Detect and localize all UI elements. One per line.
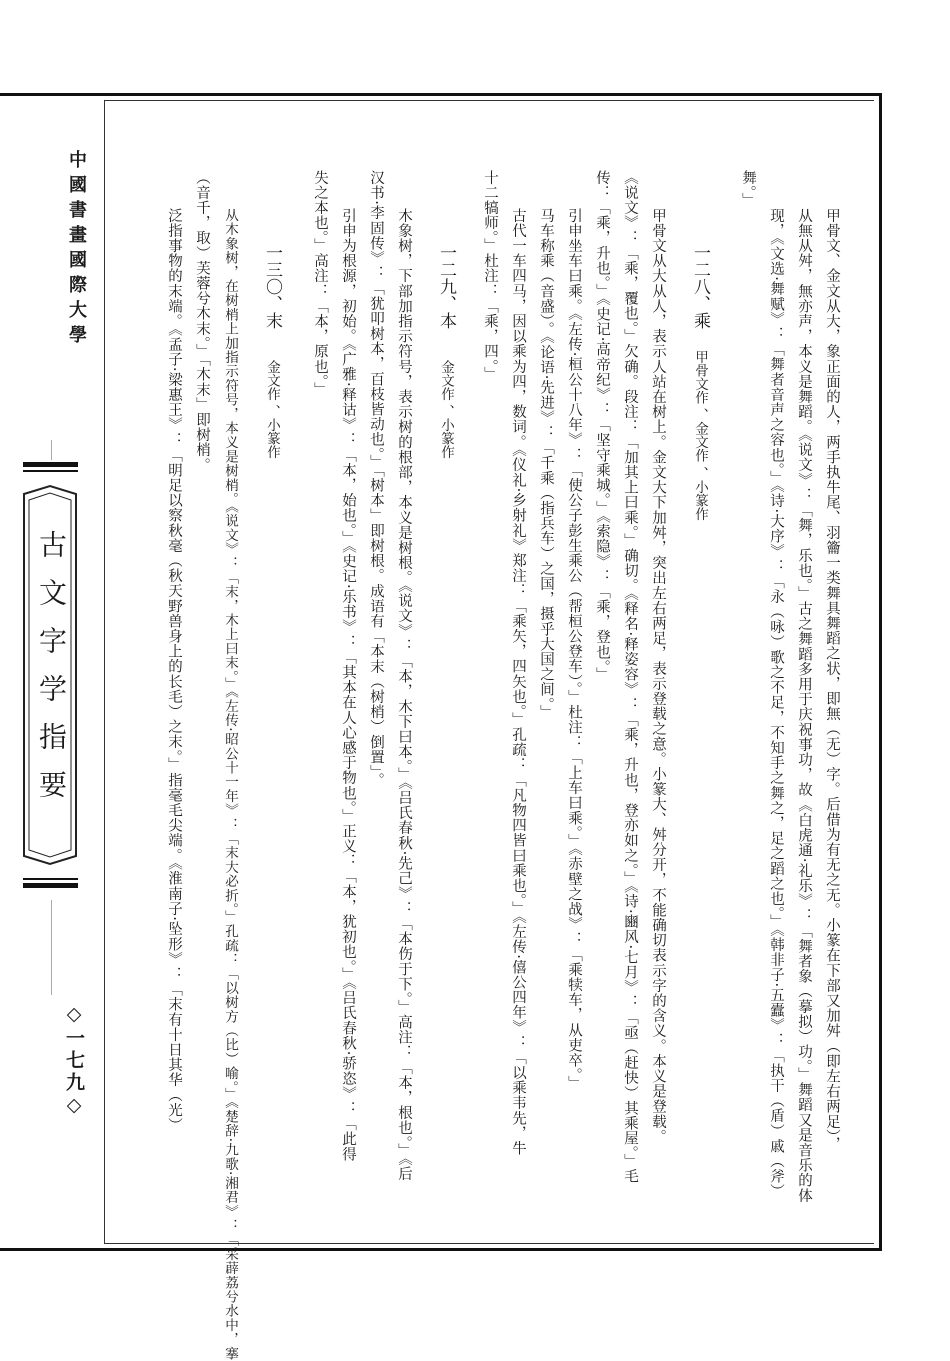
text-column: 引申为根源，初始。《广雅·释诂》：「本，始也。」《史记·乐书》：「其本在人心感于物也。」正义：「本，犹初也。」《吕氏春秋·骄恣》：「此得 [340, 208, 356, 1162]
text-column: 失之本也。」高注：「本，原也。」 [312, 170, 328, 398]
text-column: 泛指事物的末端。《孟子·梁惠王》：「明足以察秋毫（秋天野兽身上的长毛）之末。」指毫毛尖端。《淮南子·坠形》：「末有十日其华（光） [166, 208, 182, 1133]
entry-forms: 金文作 、小篆作 [264, 360, 280, 459]
entry-forms: 甲骨文作 、金文作 、小篆作 [692, 350, 708, 521]
text-column: 甲骨文、金文从大，象正面的人，两手执牛尾、羽籥一类舞具舞蹈之状，即無（无）字。后借为有无之无。小篆在下部又加舛（即左右两足）， [824, 208, 840, 1153]
entry-heading: 一二八、乘 [690, 244, 710, 329]
entry-forms: 金文作 、小篆作 [438, 360, 454, 459]
entry-heading: 一二九、本 [436, 244, 456, 329]
text-column: 现，《文选·舞赋》：「舞者音声之容也。」《诗·大序》：「永（咏）歌之不足，不知手之舞之，足之蹈之也。」《韩非子·五蠹》：「执干（盾）戚（斧） [768, 208, 784, 1200]
book-title: 古文字学指要 [35, 530, 68, 818]
text-column: 传：「乘，升也。」《史记·高帝纪》：「坚守乘城。」《索隐》：「乘，登也。」 [594, 170, 610, 683]
title-bar-bottom [23, 883, 78, 888]
text-column: 从無从舛，無亦声，本义是舞蹈。《说文》：「舞，乐也。」古之舞蹈多用于庆祝事功，故《白虎通·礼乐》：「舞者象（摹拟）功。」舞蹈又是音乐的体 [796, 208, 812, 1204]
text-column: 汉书·李固传》：「犹叩树本，百枝皆动也。」「树本」即树根。成语有「本末（树梢）倒置」。 [368, 170, 384, 788]
text-column: 引申坐车曰乘。《左传·桓公十八年》：「使公子彭生乘公（帮桓公登车）。」杜注：「上车曰乘。」《赤壁之战》：「乘犊车，从吏卒。」 [566, 208, 582, 1091]
text-column: 《说文》：「乘，覆也。」欠确。段注：「加其上曰乘。」确切。《释名·释姿容》：「乘，升也，登亦如之。」《诗·豳风·七月》：「亟（赶快）其乘屋。」毛 [622, 170, 638, 1185]
university-name: 中國書畫國際大學 [66, 150, 87, 350]
text-column: 十二犒师。」杜注：「乘，四。」 [482, 170, 498, 382]
title-bar-top [23, 462, 78, 467]
title-bar-bottom-thin [23, 878, 78, 880]
page-number: ◇一七九◇ [63, 1003, 85, 1119]
text-column: 舞。」 [740, 170, 756, 209]
text-column: 马车称乘（音盛）。《论语·先进》：「千乘（指兵车）之国，摄乎大国之间。」 [538, 208, 554, 720]
text-column: 木象树，下部加指示符号，表示树的根部，本义是树根。《说文》：「本，木下曰本。」《吕氏春秋·先己》：「本伤于下。」高注：「本，根也。」《后 [396, 208, 412, 1182]
text-column: 从木象树，在树梢上加指示符号，本义是树梢。《说文》：「末，木上曰末。」《左传·昭公十一年》：「末大必折。」孔疏：「以树方（比）喻。」《楚辞·九歌·湘君》：「采薜荔兮水中，搴 [222, 208, 238, 1361]
text-column: （音千，取）芙蓉兮木末。」「木末」即树梢。 [194, 170, 210, 473]
gutter-divider [51, 440, 52, 460]
gutter-divider [51, 900, 52, 995]
text-column: 甲骨文从大从人，表示人站在树上。金文大下加舛，突出左右两足，表示登载之意。小篆大、舛分开，不能确切表示字的含义。本义是登载。 [650, 208, 666, 1145]
title-bar-top-thin [23, 470, 78, 472]
entry-heading: 一三〇、末 [262, 244, 282, 329]
text-column: 古代一车四马，因以乘为四，数词。《仪礼·乡射礼》郑注：「乘矢，四矢也。」孔疏：「凡物四皆曰乘也。」《左传·僖公四年》：「以乘韦先，牛 [510, 208, 526, 1156]
